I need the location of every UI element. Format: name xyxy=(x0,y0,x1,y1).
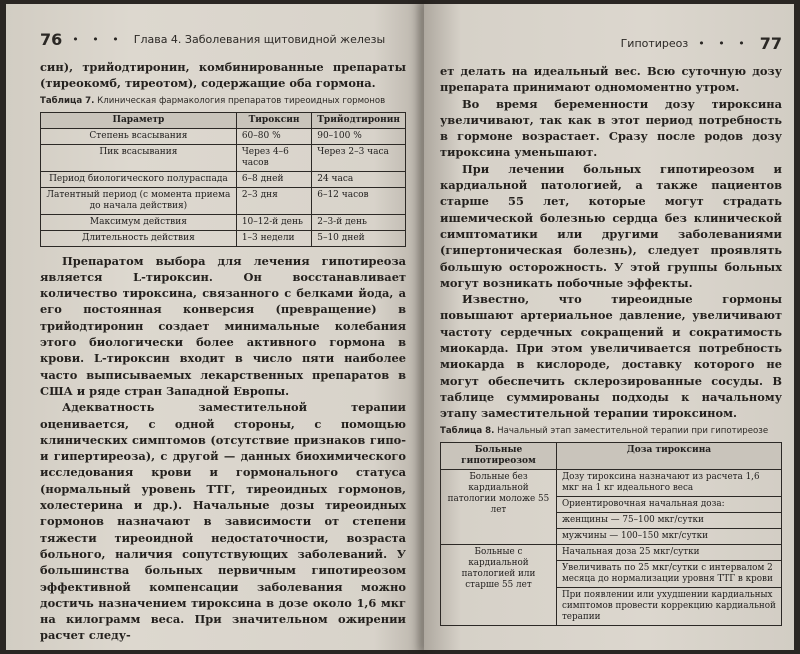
table-header-row xyxy=(441,442,782,469)
table-cell: 1–3 недели xyxy=(236,230,311,246)
table-cell: Больные без кардиальной патологии моложе 55 лет xyxy=(441,469,557,544)
table-cell: Больные с кардиальной патологией или старше 55 лет xyxy=(441,544,557,625)
dose-line: Увеличивать по 25 мкг/сутки с интервалом 2 месяца до нормализации уровня ТТГ в крови xyxy=(557,560,781,585)
dose-line: При появлении или ухудшении кардиальных симптомов провести коррекцию кардиальной терапии xyxy=(557,587,781,623)
body-paragraph: Известно, что тиреоидные гормоны повышают артериальное давление, увеличивают частоту сердечных сокращений и сократимость миокарда. При этом увеличивается потребность миокарда в кислороде, доставку которого не могут обеспечить склерозированные сосуды. В таблице суммированы подходы к начальному этапу заместительной терапии тироксином. xyxy=(440,292,782,421)
table-cell: Через 4–6 часов xyxy=(236,144,311,171)
table-cell: Латентный период (с момента приема до начала действия) xyxy=(41,187,237,214)
body-paragraph: Адекватность заместительной терапии оценивается, с одной стороны, с помощью клинических симптомов (отсутствие признаков гипо- и гипертиреоза), с другой — данных биохимического исследования крови и гормонального статуса (нормальный уровень ТТГ, тиреоидных гормонов, холестерина и др.). Начальные дозы тиреоидных гормонов назначают в зависимости от степени тяжести тиреоидной недостаточности, возраста больного, наличия сопутствующих заболеваний. У большинства больных первичным гипотиреозом эффективной компенсации заболевания можно достичь назначением тироксина в дозе около 1,6 мкг на килограмм веса. При значительном ожирении расчет следу- xyxy=(40,400,406,643)
body-paragraph: Препаратом выбора для лечения гипотиреоза является L-тироксин. Он восстанавливает количество тироксина, связанного с белками йода, а его постоянная конверсия (превращение) в трийодтиронин создает минимальные колебания этого биологически более активного гормона в крови. L-тироксин входит в число пяти наиболее часто выписываемых лекарственных препаратов в США и ряде стран Западной Европы. xyxy=(40,253,406,398)
right-page xyxy=(424,4,794,650)
dose-line: Ориентировочная начальная доза: xyxy=(557,496,781,510)
dose-line: мужчины — 100–150 мкг/сутки xyxy=(557,528,781,542)
table-row xyxy=(441,469,782,544)
right-page-header xyxy=(440,34,782,53)
table7-label: Таблица 7. xyxy=(40,95,95,106)
running-title-left: Глава 4. Заболевания щитовидной железы xyxy=(133,33,386,46)
book-spread xyxy=(6,4,794,650)
table-row xyxy=(41,214,406,230)
table7-title: Клиническая фармакология препаратов тиреоидных гормонов xyxy=(97,95,386,106)
dose-line: Начальная доза 25 мкг/сутки xyxy=(561,546,700,557)
header-dots: • • • xyxy=(72,33,124,46)
table-row xyxy=(41,144,406,171)
body-paragraph: ет делать на идеальный вес. Всю суточную дозу препарата принимают одномоментно утром. xyxy=(440,64,782,95)
table-cell: Через 2–3 часа xyxy=(312,144,406,171)
table-cell: 5–10 дней xyxy=(312,230,406,246)
table-cell: Пик всасывания xyxy=(41,144,237,171)
table-cell: 10–12-й день xyxy=(236,214,311,230)
table-row xyxy=(41,187,406,214)
table-row xyxy=(41,171,406,187)
table-header-cell: Трийодтиронин xyxy=(312,112,406,128)
page-number-left: 76 xyxy=(40,30,63,49)
table-cell: Максимум действия xyxy=(41,214,237,230)
table-cell: 6–8 дней xyxy=(236,171,311,187)
table-cell xyxy=(556,544,781,625)
left-page-header xyxy=(40,30,406,49)
table-cell: 6–12 часов xyxy=(312,187,406,214)
body-paragraph: Во время беременности дозу тироксина увеличивают, так как в этот период потребность в гормоне возрастает. Сразу после родов дозу тироксина уменьшают. xyxy=(440,96,782,160)
dose-line: женщины — 75–100 мкг/сутки xyxy=(557,512,781,526)
table7-caption xyxy=(40,96,406,106)
table-cell: 60–80 % xyxy=(236,128,311,144)
table-row xyxy=(41,128,406,144)
table-cell: Степень всасывания xyxy=(41,128,237,144)
table-cell: 2–3 дня xyxy=(236,187,311,214)
table8-caption xyxy=(440,426,782,436)
table-header-cell: Больные гипотиреозом xyxy=(441,442,557,469)
table-row xyxy=(441,544,782,625)
header-dots: • • • xyxy=(698,37,750,50)
page-number-right: 77 xyxy=(759,34,782,53)
left-page xyxy=(6,4,424,650)
table8-label: Таблица 8. xyxy=(440,425,495,436)
table-cell xyxy=(556,469,781,544)
table-cell: 90–100 % xyxy=(312,128,406,144)
table-cell: Период биологического полураспада xyxy=(41,171,237,187)
table-header-cell: Параметр xyxy=(41,112,237,128)
table-cell: Длительность действия xyxy=(41,230,237,246)
table8-title: Начальный этап заместительной терапии при гипотиреозе xyxy=(497,425,769,436)
intro-paragraph: син), трийодтиронин, комбинированные препараты (тиреокомб, тиреотом), содержащие оба гормона. xyxy=(40,60,406,91)
dose-line: Дозу тироксина назначают из расчета 1,6 мкг на 1 кг идеального веса xyxy=(561,471,760,493)
table7 xyxy=(40,112,406,247)
table-cell: 2–3-й день xyxy=(312,214,406,230)
table-row xyxy=(41,230,406,246)
table8 xyxy=(440,442,782,626)
table-cell: 24 часа xyxy=(312,171,406,187)
table-header-cell: Доза тироксина xyxy=(556,442,781,469)
table-header-row xyxy=(41,112,406,128)
table-header-cell: Тироксин xyxy=(236,112,311,128)
running-title-right: Гипотиреоз xyxy=(620,37,689,50)
body-paragraph: При лечении больных гипотиреозом и кардиальной патологией, а также пациентов старше 55 лет, которые могут страдать ишемической болезнью сердца без клинической симптоматики или другими заболеваниями (гипертоническая болезнь), следует проявлять большую осторожность. У этой группы больных могут возникать побочные эффекты. xyxy=(440,161,782,290)
